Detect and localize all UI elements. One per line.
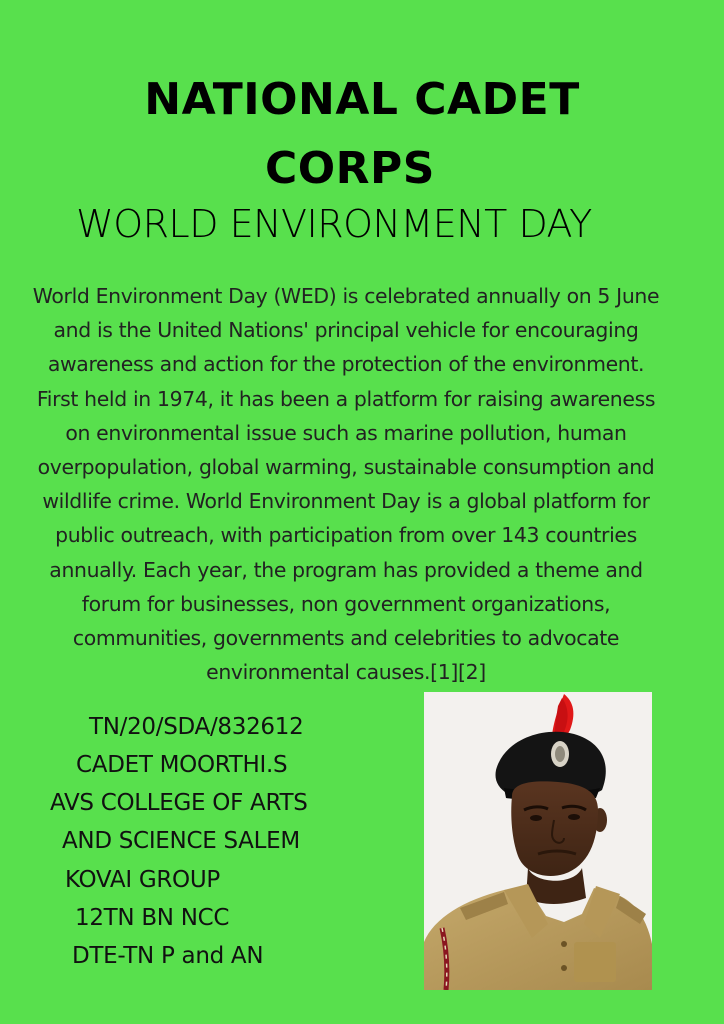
cadet-portrait-image <box>424 692 652 990</box>
body-line: communities, governments and celebrities to advocate <box>72 626 620 651</box>
body-line: awareness and action for the protection of the environment. <box>47 352 645 377</box>
college-line-1: AVS COLLEGE OF ARTS <box>50 790 308 816</box>
cadet-reg-no: TN/20/SDA/832612 <box>89 714 304 740</box>
battalion-name: 12TN BN NCC <box>75 905 230 931</box>
body-line: public outreach, with participation from over 143 countries <box>55 523 637 548</box>
body-line: wildlife crime. World Environment Day is a global platform for <box>42 489 650 514</box>
body-line: World Environment Day (WED) is celebrated annually on 5 June <box>32 284 660 308</box>
group-name: KOVAI GROUP <box>65 867 220 893</box>
cadet-photo <box>424 692 652 990</box>
body-line: on environmental issue such as marine pollution, human <box>65 420 627 445</box>
cadet-name: CADET MOORTHI.S <box>76 752 288 778</box>
title-line-1: NATIONAL CADET <box>144 74 580 125</box>
body-line: environmental causes.[1][2] <box>206 660 486 685</box>
body-line: overpopulation, global warming, sustainable consumption and <box>37 455 655 480</box>
body-paragraph <box>0 279 692 689</box>
body-line: forum for businesses, non government organizations, <box>81 591 611 616</box>
body-line: First held in 1974, it has been a platform for raising awareness <box>36 386 656 411</box>
title-line-2: CORPS <box>264 143 435 194</box>
body-line: annually. Each year, the program has provided a theme and <box>49 557 643 582</box>
subtitle: WORLD ENVIRONMENT DAY <box>76 202 592 246</box>
college-line-2: AND SCIENCE SALEM <box>62 828 300 854</box>
body-line: and is the United Nations' principal vehicle for encouraging <box>53 318 639 343</box>
directorate-name: DTE-TN P and AN <box>72 943 264 969</box>
